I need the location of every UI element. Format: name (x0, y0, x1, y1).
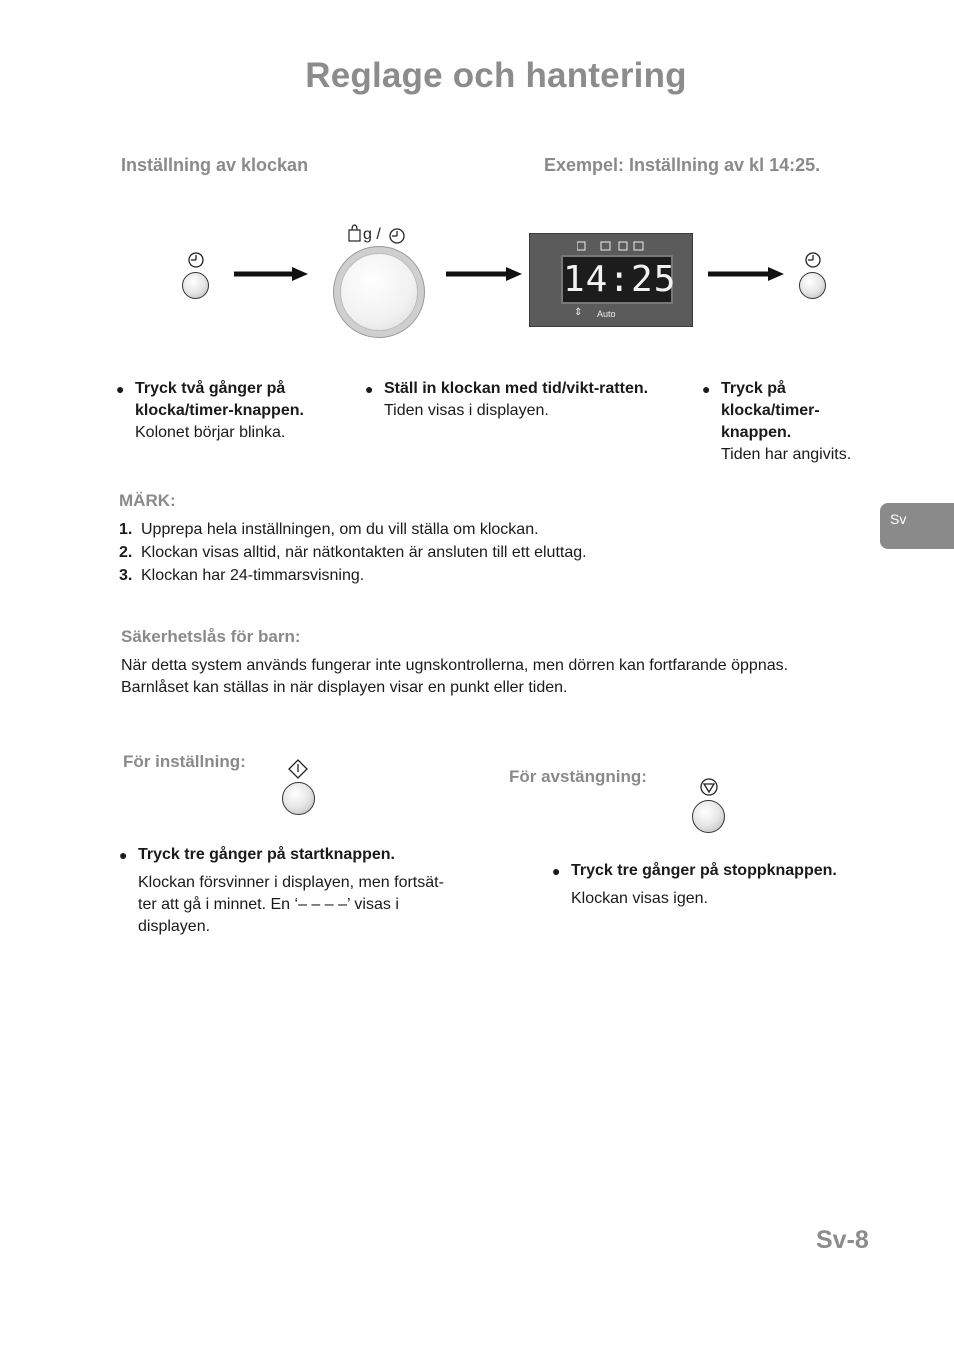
arrow-icon (444, 264, 524, 284)
page-title: Reglage och hantering (305, 56, 687, 95)
child-lock-heading: Säkerhetslås för barn: (121, 627, 301, 646)
set-instructions (119, 844, 483, 938)
dial-weight-label (347, 224, 381, 244)
clock-icon (387, 226, 407, 246)
step-3-instruction: Tryck på klocka/timer-knappen. (721, 380, 820, 441)
oven-display (529, 233, 693, 327)
step-1 (116, 378, 340, 444)
bullet: ● (116, 381, 125, 397)
set-heading: För inställning: (123, 752, 246, 771)
start-icon (287, 758, 309, 780)
display-arrows-icon: ⇕ (574, 307, 583, 318)
note-item: 2. Klockan visas alltid, när nätkontakten är ansluten till ett eluttag. (119, 544, 587, 561)
note-item: 3. Klockan har 24-timmarsvisning. (119, 567, 365, 584)
arrow-icon (232, 264, 310, 284)
clock-icon (186, 250, 206, 270)
cancel-instruction: Tryck tre gånger på stoppknappen. (571, 862, 837, 879)
step-3 (702, 378, 871, 466)
display-time: 14:25 (563, 259, 677, 300)
step-1-instruction: Tryck två gånger på klocka/timer-knappen. (135, 380, 304, 419)
step-2 (365, 378, 684, 422)
child-lock-line: Barnlåset kan ställas in när displayen visar en punkt eller tiden. (121, 679, 568, 696)
bullet: ● (119, 847, 128, 863)
bullet: ● (552, 863, 561, 879)
set-result-line: displayen. (138, 918, 211, 935)
step-3-result: Tiden har angivits. (721, 446, 852, 463)
note-item: 1. Upprepa hela inställningen, om du vill ställa om klockan. (119, 521, 539, 538)
clock-icon (803, 250, 823, 270)
time-weight-dial[interactable] (333, 246, 425, 338)
child-lock-text (121, 655, 881, 699)
child-lock-line: När detta system används fungerar inte ugnskontrollerna, men dörren kan fortfarande öppnas. (121, 657, 789, 674)
dial-unit-label: g (363, 226, 372, 243)
step-1-result: Kolonet börjar blinka. (135, 424, 286, 441)
step-2-instruction: Ställ in klockan med tid/vikt-ratten. (384, 380, 649, 397)
language-tab: Sv (880, 503, 954, 549)
arrow-icon (706, 264, 786, 284)
set-result-line: Klockan försvinner i displayen, men fortsät- (138, 874, 444, 891)
clock-timer-button[interactable] (799, 272, 826, 299)
cancel-instructions (552, 860, 891, 910)
page-number: Sv-8 (816, 1226, 869, 1254)
example-heading: Exempel: Inställning av kl 14:25. (544, 155, 821, 175)
weight-icon (347, 224, 363, 242)
bullet: ● (365, 381, 374, 397)
start-button[interactable] (282, 782, 315, 815)
clock-heading: Inställning av klockan (121, 155, 309, 175)
display-lcd (561, 255, 677, 304)
display-mode-icons (577, 241, 647, 255)
set-instruction: Tryck tre gånger på startknappen. (138, 846, 395, 863)
cancel-result: Klockan visas igen. (571, 890, 708, 907)
bullet: ● (702, 381, 711, 397)
slash: / (376, 226, 381, 243)
clock-timer-button[interactable] (182, 272, 209, 299)
notes-heading: MÄRK: (119, 491, 176, 510)
display-auto-label: Auto (597, 309, 616, 319)
stop-icon (698, 776, 720, 798)
stop-button[interactable] (692, 800, 725, 833)
set-result-line: ter att gå i minnet. En ‘– – – –’ visas i (138, 896, 399, 913)
cancel-heading: För avstängning: (509, 767, 647, 786)
step-2-result: Tiden visas i displayen. (384, 402, 549, 419)
